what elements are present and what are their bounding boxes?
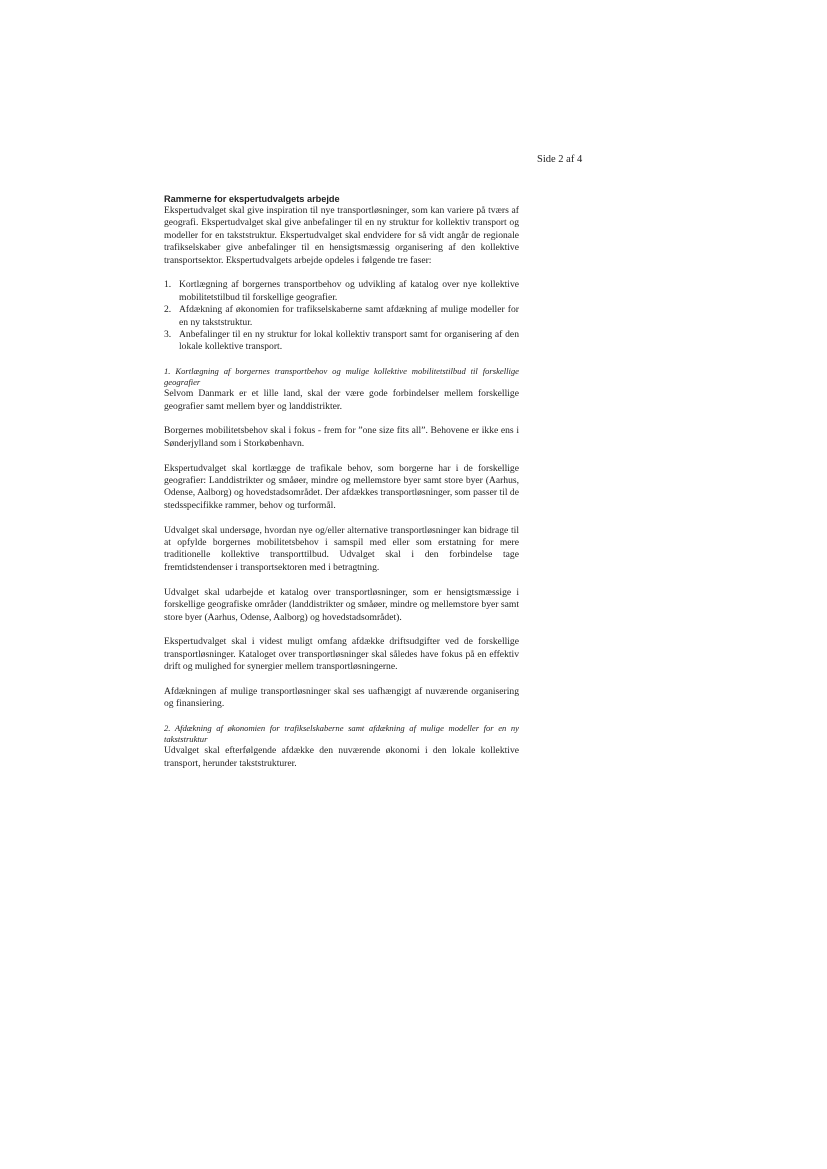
section-title: Rammerne for ekspertudvalgets arbejde <box>164 194 340 204</box>
list-item <box>164 304 519 329</box>
list-item <box>164 329 519 354</box>
paragraph: Selvom Danmark er et lille land, skal der være gode forbindelser mellem forskellige geografier samt mellem byer og landdistrikter. <box>164 388 519 412</box>
list-number: 2. <box>164 304 172 316</box>
paragraph: Udvalget skal undersøge, hvordan nye og/eller alternative transportløsninger kan bidrage til at opfylde borgernes mobilitetsbehov i samspil med eller som erstatning for mere traditionelle kollektive transporttilbud. Udvalget skal i den forbindelse tage fremtidstendenser i transportsektoren med i betragtning. <box>164 524 519 573</box>
document-body <box>164 193 519 770</box>
phase2-heading: 2. Afdækning af økonomien for trafikselskaberne samt afdækning af mulige modeller for en ny takststruktur <box>164 723 519 745</box>
list-number: 1. <box>164 279 172 291</box>
paragraph: Ekspertudvalget skal i videst muligt omfang afdække driftsudgifter ved de forskellige transportløsninger. Kataloget over transportløsninger skal således have fokus på en effektiv drift og mulighed for synergier mellem transportløsningerne. <box>164 636 519 673</box>
list-item <box>164 279 519 304</box>
page-number: Side 2 af 4 <box>537 154 583 165</box>
list-text: Kortlægning af borgernes transportbehov og udvikling af katalog over nye kollektive mobilitetstilbud til forskellige geografier. <box>179 279 519 303</box>
list-number: 3. <box>164 329 172 341</box>
paragraph: Udvalget skal udarbejde et katalog over transportløsninger, som er hensigtsmæssige i forskellige geografiske områder (landdistrikter og småøer, mindre og mellemstore byer samt store byer (Aarhus, Odense, Aalborg) og hovedstadsområdet). <box>164 586 519 623</box>
phase1-heading: 1. Kortlægning af borgernes transportbehov og mulige kollektive mobilitetstilbud til forskellige geografier <box>164 366 519 388</box>
list-text: Anbefalinger til en ny struktur for lokal kollektiv transport samt for organisering af den lokale kollektive transport. <box>179 329 519 353</box>
paragraph: Udvalget skal efterfølgende afdække den nuværende økonomi i den lokale kollektive transport, herunder takststrukturer. <box>164 745 519 769</box>
list-text: Afdækning af økonomien for trafikselskaberne samt afdækning af mulige modeller for en ny takststruktur. <box>179 304 519 328</box>
paragraph: Borgernes mobilitetsbehov skal i fokus - frem for ”one size fits all”. Behovene er ikke ens i Sønderjylland som i Storkøbenhavn. <box>164 425 519 449</box>
paragraph: Afdækningen af mulige transportløsninger skal ses uafhængigt af nuværende organisering og finansiering. <box>164 685 519 710</box>
intro-paragraph: Ekspertudvalget skal give inspiration til nye transportløsninger, som kan variere på tværs af geografi. Ekspertudvalget skal give anbefalinger til en ny struktur for kollektiv transport og modeller for en takststruktur. Ekspertudvalget skal endvidere for så vidt angår de regionale trafikselskaber give anbefalinger til en hensigtsmæssig organisering af den kollektive transportsektor. Ekspertudvalgets arbejde opdeles i følgende tre faser: <box>164 205 519 266</box>
phase-list <box>164 279 519 353</box>
paragraph: Ekspertudvalget skal kortlægge de trafikale behov, som borgerne har i de forskellige geografier: Landdistrikter og småøer, mindre og mellemstore byer samt store byer (Aarhus, Odense, Aalborg) og hovedstadsområdet. Der afdækkes transportløsninger, som passer til de stedsspecifikke rammer, behov og turformål. <box>164 462 519 511</box>
